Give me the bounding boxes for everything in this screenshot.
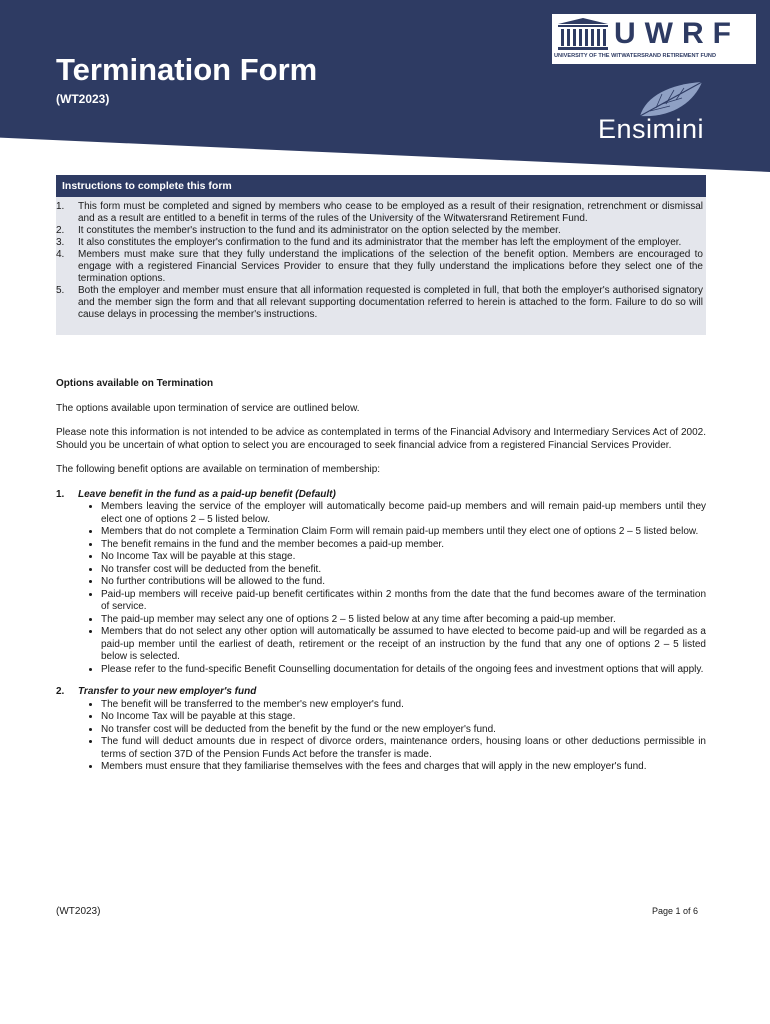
instruction-number: 5. [56, 285, 65, 296]
option-2-bullets [56, 699, 706, 774]
instruction-number: 3. [56, 237, 65, 248]
uwrf-logo [552, 14, 756, 64]
instruction-item [56, 201, 703, 225]
page-title: Termination Form [56, 52, 318, 87]
options-heading: Options available on Termination [56, 378, 214, 389]
uwrf-logo-letters: UWRF [614, 17, 740, 50]
instruction-number: 1. [56, 201, 65, 212]
list-item: • Paid-up members will receive paid-up benefit certificates within 2 months from the date that the fund becomes aware of the termination of service. [101, 589, 706, 614]
instruction-text: Both the employer and member must ensure that all information requested is completed in full, that both the employer's authorised signatory and the member sign the form and that all relevant supporting documentation referred to herein is attached to the form. Failure to do so will cause delays in processing the member's instructions. [78, 285, 703, 320]
instruction-number: 2. [56, 225, 65, 236]
list-item: • The benefit will be transferred to the member's new employer's fund. [101, 699, 706, 712]
uwrf-logo-subtitle: UNIVERSITY OF THE WITWATERSRAND RETIREMENT FUND [554, 53, 717, 59]
list-item: • No Income Tax will be payable at this stage. [101, 711, 706, 724]
list-item: • Members that do not select any other option will automatically be assumed to have elected to become paid-up and will be regarded as a paid-up member until the earliest of death, retirement or the receipt of an instruction by the fund that any one of options 2 – 5 listed below is selected. [101, 626, 706, 664]
page-number: Page 1 of 6 [651, 906, 698, 916]
instructions-list [56, 197, 706, 335]
list-item: • No Income Tax will be payable at this stage. [101, 551, 706, 564]
footer-form-code: (WT2023) [56, 906, 101, 917]
form-code: (WT2023) [56, 92, 110, 106]
instruction-item [56, 237, 703, 249]
instructions-panel [56, 175, 706, 335]
options-section [56, 378, 706, 784]
list-item: • Members leaving the service of the employer will automatically become paid-up members and will remain paid-up members until they elect one of options 2 – 5 listed below. [101, 501, 706, 526]
instruction-text: It also constitutes the employer's confirmation to the fund and its administrator that the member has left the employment of the employer. [78, 237, 682, 248]
option-number: 1. [56, 488, 65, 500]
list-item: • The fund will deduct amounts due in respect of divorce orders, maintenance orders, housing loans or other deductions permissible in terms of section 37D of the Pension Funds Act before the transfer is made. [101, 736, 706, 761]
options-intro: The options available upon termination of service are outlined below. [56, 402, 360, 414]
instruction-item [56, 285, 703, 321]
option-number: 2. [56, 686, 65, 697]
instruction-text: Members must make sure that they fully understand the implications of the selection of the benefit option. Members are encouraged to engage with a registered Financial Services Provider to ensure that they fully understand the implications before they select one of the termination options. [78, 249, 703, 284]
option-1-title [56, 489, 706, 502]
instruction-item [56, 249, 703, 285]
list-item: • Members that do not complete a Termination Claim Form will remain paid-up members until they elect one of options 2 – 5 listed below. [101, 526, 706, 539]
instruction-item [56, 225, 703, 237]
instructions-heading: Instructions to complete this form [56, 175, 706, 197]
option-title-text: Leave benefit in the fund as a paid-up benefit (Default) [78, 488, 336, 500]
option-1-bullets [56, 501, 706, 676]
instruction-number: 4. [56, 249, 65, 260]
instruction-text: It constitutes the member's instruction to the fund and its administrator on the option selected by the member. [78, 225, 561, 236]
options-lead: The following benefit options are available on termination of membership: [56, 464, 381, 475]
ensimini-logo-text: Ensimini [598, 114, 705, 144]
list-item: • The benefit remains in the fund and the member becomes a paid-up member. [101, 539, 706, 552]
list-item: • The paid-up member may select any one of options 2 – 5 listed below at any time after becoming a paid-up member. [101, 614, 706, 627]
option-title-text: Transfer to your new employer's fund [78, 686, 257, 697]
instruction-text: This form must be completed and signed by members who cease to be employed as a result of their resignation, retrenchment or dismissal and as a result are entitled to a benefit in terms of the rules of the University of the Witwatersrand Retirement Fund. [78, 201, 703, 224]
building-pillars-icon [556, 17, 610, 51]
advice-note: Please note this information is not intended to be advice as contemplated in terms of the Financial Advisory and Intermediary Services Act of 2002. Should you be uncertain of what option to select you are encouraged to seek financial advice from a registered Financial Services Provider. [56, 427, 706, 451]
list-item: • No further contributions will be allowed to the fund. [101, 576, 706, 589]
list-item: • Please refer to the fund-specific Benefit Counselling documentation for details of the ongoing fees and investment options that will apply. [101, 664, 706, 677]
list-item: • No transfer cost will be deducted from the benefit by the fund or the new employer's fund. [101, 724, 706, 737]
list-item: • No transfer cost will be deducted from the benefit. [101, 564, 706, 577]
option-2-title [56, 686, 706, 699]
list-item: • Members must ensure that they familiarise themselves with the fees and charges that will apply in the new employer's fund. [101, 761, 706, 774]
